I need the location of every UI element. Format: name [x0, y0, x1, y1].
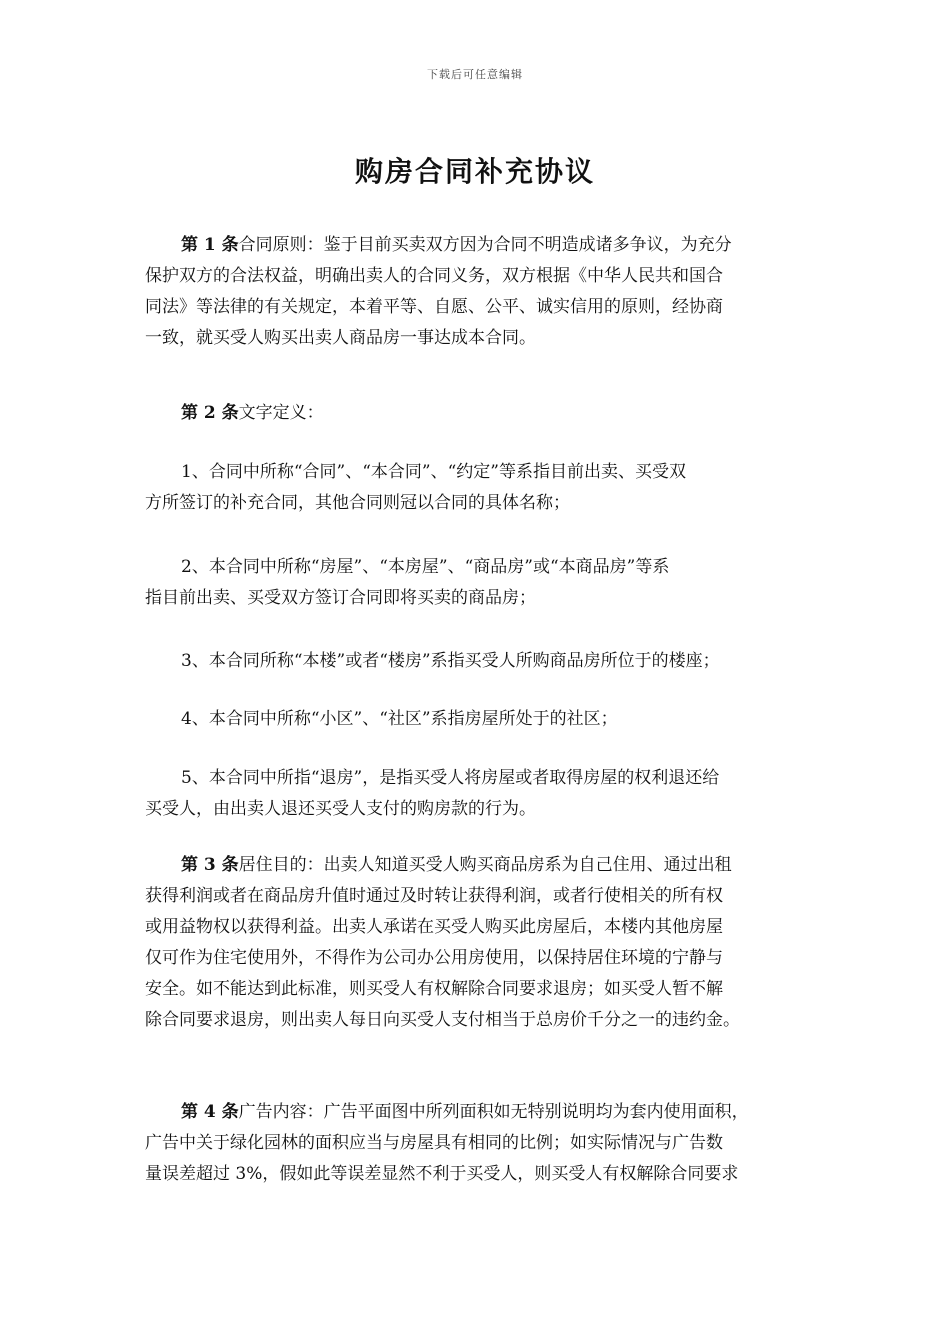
definition-1 — [145, 457, 805, 519]
document-title: 购房合同补充协议 — [354, 155, 595, 188]
clause-line: 5、本合同中所指“退房”，是指买受人将房屋或者取得房屋的权利退还给 — [181, 768, 720, 788]
clause-line: 2、本合同中所称“房屋”、“本房屋”、“商品房”或“本商品房”等系 — [181, 557, 670, 577]
clause-line: 或用益物权以获得利益。出卖人承诺在买受人购买此房屋后，本楼内其他房屋 — [145, 917, 723, 937]
definition-2 — [145, 552, 805, 614]
clause-line: 居住目的：出卖人知道买受人购买商品房系为自己住用、通过出租 — [238, 855, 732, 875]
clause-line: 4、本合同中所称“小区”、“社区”系指房屋所处于的社区； — [181, 709, 618, 729]
header-note: 下载后可任意编辑 — [427, 68, 523, 81]
definition-3 — [145, 646, 805, 677]
clause-line: 3、本合同所称“本楼”或者“楼房”系指买受人所购商品房所位于的楼座； — [181, 651, 720, 671]
clause-line: 合同原则：鉴于目前买卖双方因为合同不明造成诸多争议，为充分 — [238, 235, 732, 255]
clause-lead: 第 2 条 — [181, 403, 239, 423]
clause-4 — [145, 1097, 805, 1190]
clause-line: 广告中关于绿化园林的面积应当与房屋具有相同的比例；如实际情况与广告数 — [145, 1133, 723, 1153]
definition-5 — [145, 763, 805, 825]
clause-2 — [145, 398, 805, 429]
clause-line: 广告内容：广告平面图中所列面积如无特别说明均为套内使用面积， — [238, 1102, 749, 1122]
clause-line: 买受人，由出卖人退还买受人支付的购房款的行为。 — [145, 799, 536, 819]
clause-lead: 第 3 条 — [181, 855, 239, 875]
clause-line: 同法》等法律的有关规定，本着平等、自愿、公平、诚实信用的原则，经协商 — [145, 297, 723, 317]
clause-line: 指目前出卖、买受双方签订合同即将买卖的商品房； — [145, 588, 536, 608]
clause-1 — [145, 230, 805, 354]
clause-line: 量误差超过 3%，假如此等误差显然不利于买受人，则买受人有权解除合同要求 — [145, 1164, 739, 1184]
clause-line: 除合同要求退房，则出卖人每日向买受人支付相当于总房价千分之一的违约金。 — [145, 1010, 740, 1030]
clause-lead: 第 1 条 — [181, 235, 239, 255]
clause-line: 文字定义： — [238, 403, 324, 423]
clause-lead: 第 4 条 — [181, 1102, 239, 1122]
clause-line: 安全。如不能达到此标准，则买受人有权解除合同要求退房；如买受人暂不解 — [145, 979, 723, 999]
clause-line: 方所签订的补充合同，其他合同则冠以合同的具体名称； — [145, 493, 570, 513]
clause-line: 1、合同中所称“合同”、“本合同”、“约定”等系指目前出卖、买受双 — [181, 462, 686, 482]
definition-4 — [145, 704, 805, 735]
clause-3 — [145, 850, 805, 1036]
clause-line: 获得利润或者在商品房升值时通过及时转让获得利润，或者行使相关的所有权 — [145, 886, 723, 906]
clause-line: 一致，就买受人购买出卖人商品房一事达成本合同。 — [145, 328, 536, 348]
clause-line: 保护双方的合法权益，明确出卖人的合同义务，双方根据《中华人民共和国合 — [145, 266, 723, 286]
clause-line: 仅可作为住宅使用外，不得作为公司办公用房使用，以保持居住环境的宁静与 — [145, 948, 723, 968]
